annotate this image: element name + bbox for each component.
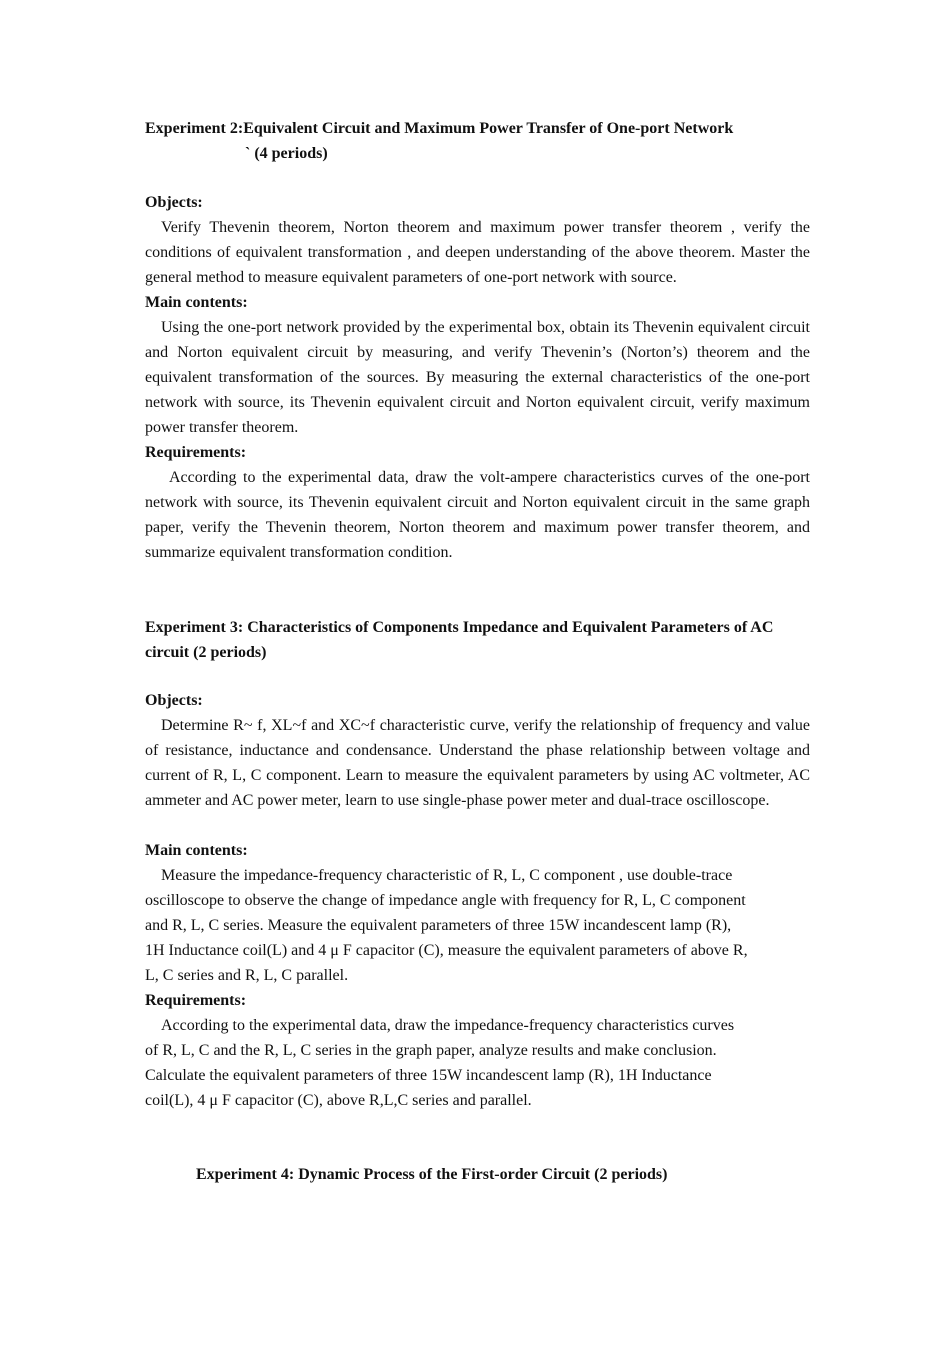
- exp3-main-heading: Main contents:: [145, 842, 248, 859]
- exp3-req-text: [145, 1013, 810, 1113]
- exp2-title: [145, 116, 810, 166]
- exp2-title-line1: Experiment 2:Equivalent Circuit and Maximum Power Transfer of One-port Network: [145, 120, 734, 137]
- exp4-title: Experiment 4: Dynamic Process of the First-order Circuit (2 periods): [196, 1166, 668, 1183]
- exp2-req-heading: Requirements:: [145, 444, 247, 461]
- exp3-objects-heading: Objects:: [145, 692, 203, 709]
- exp3-title: Experiment 3: Characteristics of Components Impedance and Equivalent Parameters of AC circuit (2 periods): [145, 619, 774, 661]
- exp3-req-line: Calculate the equivalent parameters of three 15W incandescent lamp (R), 1H Inductance: [145, 1067, 712, 1084]
- exp3-req-line: of R, L, C and the R, L, C series in the graph paper, analyze results and make conclusion.: [145, 1042, 717, 1059]
- exp2-objects-text: Verify Thevenin theorem, Norton theorem and maximum power transfer theorem , verify the conditions of equivalent transformation , and deepen understanding of the above theorem. Master the general method to measure equivalent parameters of one-port network with source.: [145, 219, 810, 286]
- exp2-req-text: According to the experimental data, draw the volt-ampere characteristics curves of the one-port network with source, its Thevenin equivalent circuit and Norton equivalent circuit in the same graph paper, verify the Thevenin theorem, Norton theorem and maximum power transfer theorem, and summarize equivalent transformation condition.: [145, 469, 810, 561]
- exp3-main-line: Measure the impedance-frequency characteristic of R, L, C component , use double-trace: [161, 867, 733, 884]
- exp3-main-line: L, C series and R, L, C parallel.: [145, 967, 349, 984]
- exp3-req-heading: Requirements:: [145, 992, 247, 1009]
- exp3-main-text: [145, 863, 810, 988]
- exp3-main-line: oscilloscope to observe the change of impedance angle with frequency for R, L, C component: [145, 892, 746, 909]
- exp3-main-line: and R, L, C series. Measure the equivalent parameters of three 15W incandescent lamp (R),: [145, 917, 732, 934]
- exp2-main-heading: Main contents:: [145, 294, 248, 311]
- exp2-main-text: Using the one-port network provided by the experimental box, obtain its Thevenin equivalent circuit and Norton equivalent circuit by measuring, and verify Thevenin’s (Norton’s) theorem and the equivalent transformation of the sources. By measuring the external characteristics of the one-port network with source, its Thevenin equivalent circuit and Norton equivalent circuit, verify maximum power transfer theorem.: [145, 319, 810, 436]
- exp2-title-line2: ` (4 periods): [245, 145, 328, 162]
- exp2-objects-heading: Objects:: [145, 194, 203, 211]
- exp3-objects-text: Determine R~ f, XL~f and XC~f characteristic curve, verify the relationship of frequency and value of resistance, inductance and condensance. Understand the phase relationship between voltage and current of R, L, C component. Learn to measure the equivalent parameters by using AC voltmeter, AC ammeter and AC power meter, learn to use single-phase power meter and dual-trace oscilloscope.: [145, 717, 810, 809]
- exp3-req-line: According to the experimental data, draw the impedance-frequency characteristics curves: [161, 1017, 735, 1034]
- exp3-req-line: coil(L), 4 μ F capacitor (C), above R,L,C series and parallel.: [145, 1092, 532, 1109]
- exp3-main-line: 1H Inductance coil(L) and 4 μ F capacitor (C), measure the equivalent parameters of above R,: [145, 942, 748, 959]
